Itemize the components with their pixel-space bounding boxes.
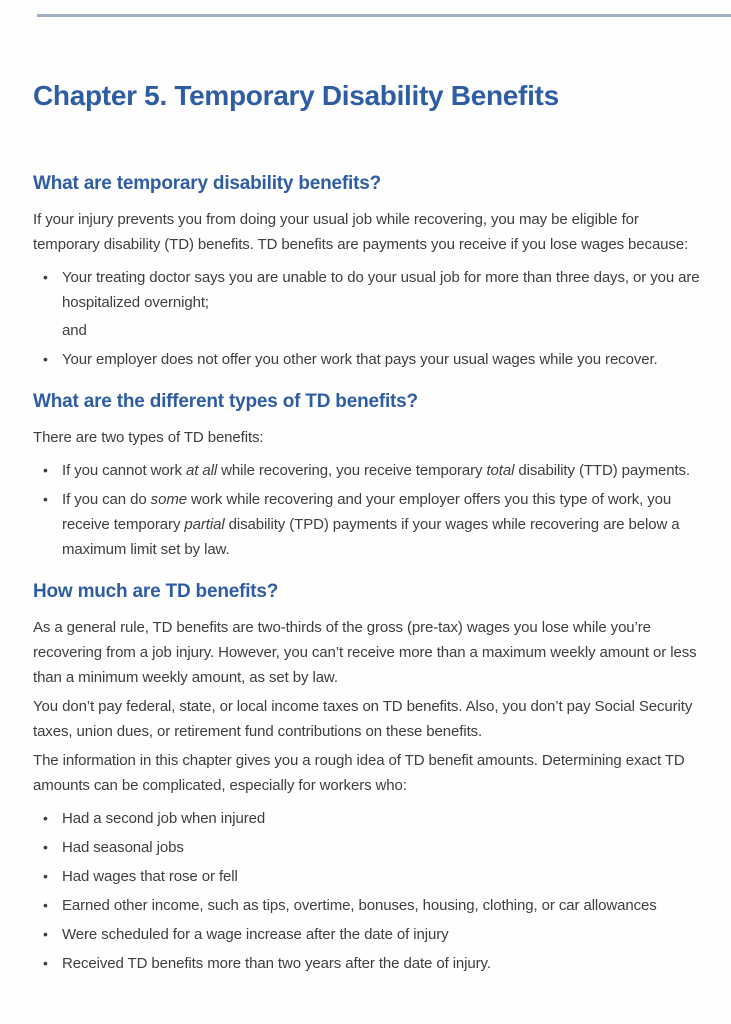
paragraph [33, 207, 701, 257]
paragraph [33, 615, 701, 690]
section-heading: What are temporary disability benefits? [33, 173, 382, 194]
document-page [33, 0, 701, 976]
section-heading: What are the different types of TD benefits? [33, 391, 418, 412]
text-run: Were scheduled for a wage increase after the date of injury [62, 926, 449, 943]
bullet-item [33, 487, 701, 562]
text-run: As a general rule, TD benefits are two-thirds of the gross (pre-tax) wages you lose while you’re recovering from a job injury. However, you can’t receive more than a maximum weekly amount or less than a minimum weekly amount, as set by law. [33, 619, 697, 686]
bullet-item [33, 835, 701, 860]
text-run: Earned other income, such as tips, overtime, bonuses, housing, clothing, or car allowances [62, 897, 657, 914]
list-continuation-text [33, 318, 701, 343]
bullet-item [33, 458, 701, 483]
text-run: Had seasonal jobs [62, 839, 184, 856]
text-run: Had a second job when injured [62, 810, 266, 827]
paragraph [33, 425, 701, 450]
italic-text: some [150, 491, 187, 508]
bullet-item [33, 347, 701, 372]
text-run: Your treating doctor says you are unable to do your usual job for more than three days, or you are hospitalized overnight; [62, 269, 700, 311]
document-body [33, 148, 701, 976]
text-run: and [62, 322, 87, 339]
text-run: disability (TTD) payments. [514, 462, 690, 479]
text-run: If you can do [62, 491, 151, 508]
text-run: disability (TPD) payments if your wages while recovering are below a maximum limit set by law. [62, 516, 680, 558]
text-run: The information in this chapter gives you a rough idea of TD benefit amounts. Determining exact TD amounts can be complicated, especially for workers who: [33, 752, 685, 794]
italic-text: partial [184, 516, 225, 533]
section-heading: How much are TD benefits? [33, 581, 279, 602]
bullet-list [33, 806, 701, 976]
text-run: Received TD benefits more than two years after the date of injury. [62, 955, 491, 972]
text-run: work while recovering and your employer offers you this type of work, you receive temporary [62, 491, 672, 533]
italic-text: at all [186, 462, 218, 479]
text-run: There are two types of TD benefits: [33, 429, 264, 446]
bullet-list [33, 458, 701, 562]
italic-text: total [486, 462, 515, 479]
text-run: If your injury prevents you from doing your usual job while recovering, you may be eligible for temporary disability (TD) benefits. TD benefits are payments you receive if you lose wages because: [33, 211, 689, 253]
bullet-list [33, 265, 701, 372]
bullet-item [33, 265, 701, 315]
text-run: You don’t pay federal, state, or local income taxes on TD benefits. Also, you don’t pay Social Security taxes, union dues, or retirement fund contributions on these benefits. [33, 698, 693, 740]
bullet-item [33, 922, 701, 947]
paragraph [33, 694, 701, 744]
bullet-item [33, 806, 701, 831]
text-run: while recovering, you receive temporary [217, 462, 487, 479]
text-run: Your employer does not offer you other work that pays your usual wages while you recover. [62, 351, 658, 368]
bullet-item [33, 864, 701, 889]
text-run: If you cannot work [62, 462, 186, 479]
chapter-title: Chapter 5. Temporary Disability Benefits [33, 80, 559, 111]
paragraph [33, 748, 701, 798]
bullet-item [33, 951, 701, 976]
text-run: Had wages that rose or fell [62, 868, 238, 885]
bullet-item [33, 893, 701, 918]
